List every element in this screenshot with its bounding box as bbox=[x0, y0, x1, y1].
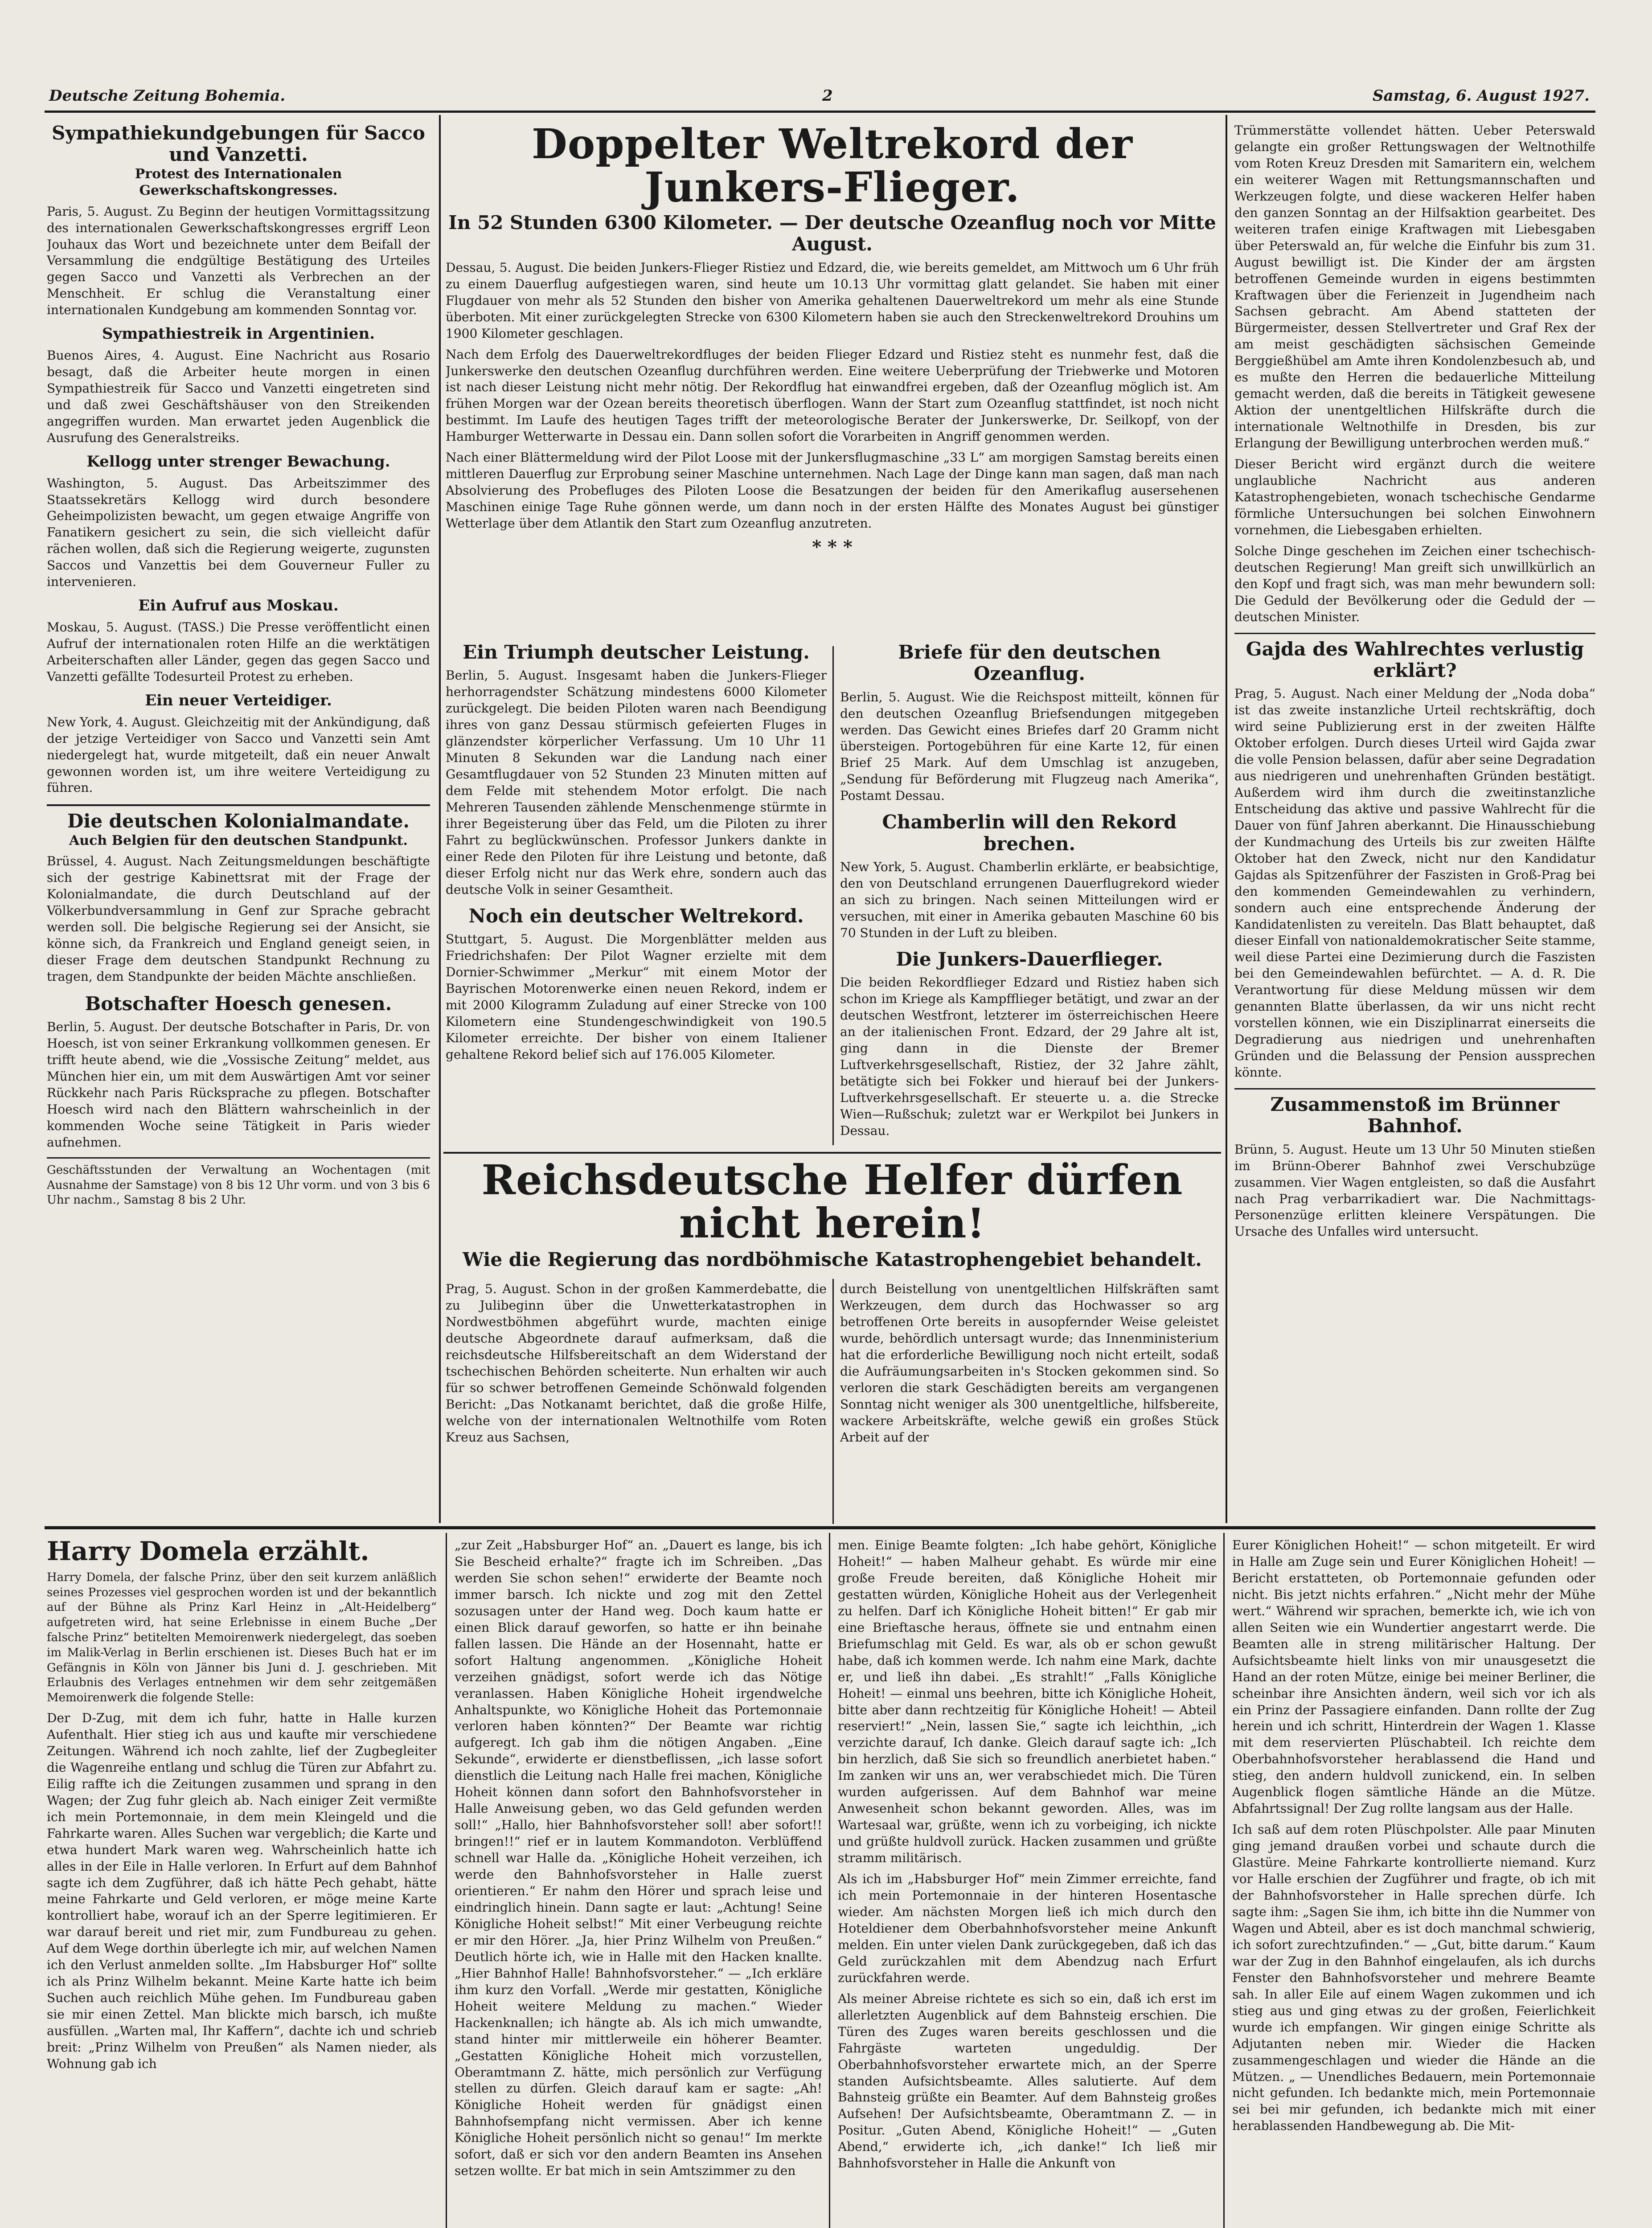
column-4 bbox=[1234, 123, 1595, 1522]
article-title: Kellogg unter strenger Bewachung. bbox=[86, 452, 390, 471]
feuilleton-text: Als ich im „Habsburger Hof“ mein Zimmer erreichte, fand ich mein Portemonnaie in der hinteren Hosentasche wieder. Am nächsten Morgen ließ ich mich durch den Hoteldiener dem Oberbahnhofsvorsteher meine Ankunft melden. Ein unter vielen Dank zurückgegeben, daß ich das Geld zurückzahlen mit dem Abendzug nach Erfurt zurückfahren werde. bbox=[838, 1872, 1217, 1985]
helfer-column-1 bbox=[446, 1281, 827, 1522]
header-rule bbox=[45, 111, 1595, 113]
main-headline: Doppelter Weltrekord der Junkers-Flieger. bbox=[532, 123, 1133, 211]
article-text: Dieser Bericht wird ergänzt durch die weitere unglaubliche Nachricht aus anderen Katastrophengebieten, wonach tschechische Gendarme förmliche Untersuchungen bei solchen Einwohnern vornehmen, die Liebesgaben erhielten. bbox=[1234, 457, 1595, 537]
helfer-headline: Reichsdeutsche Helfer dürfen nicht herein! bbox=[481, 1159, 1183, 1247]
helfer-headline-block bbox=[446, 1159, 1219, 1274]
article-text: Die beiden Rekordflieger Edzard und Ristiez haben sich schon im Kriege als Kampfflieger betätigt, und zwar an der deutschen Westfront, letzterer im österreichischen Heere an der italienischen Front. Edzard, der 29 Jahre alt ist, ging dann in die Dienste der Bremer Luftverkehrsgesellschaft, Ristiez, der 32 Jahre zählt, betätigte sich bei Fokker und hierauf bei der Junkers-Luftverkehrsgesellschaft. Er steuerte u. a. die Strecke Wien—Rußschuk; zuletzt war er Werkpilot bei Junkers in Dessau. bbox=[840, 975, 1219, 1138]
article-text: Brüssel, 4. August. Nach Zeitungsmeldungen beschäftigte sich der gestrige Kabinettsrat mit der Frage der Kolonialmandate, die durch Deutschland auf der Völkerbundversammlung in Genf zur Sprache gebracht werden soll. Die belgische Regierung sei der Ansicht, sie könne sich, da Frankreich und England geneigt seien, in dieser Frage dem deutschen Standpunkt Rechnung zu tragen, dem Standpunkte der beiden Mächte anschließen. bbox=[47, 854, 430, 984]
feuilleton-text: Als meiner Abreise richtete es sich so ein, daß ich erst im allerletzten Augenblick auf dem Bahnsteig erschien. Die Türen des Zuges waren bereits geschlossen und die Fahrgäste warteten ungeduldig. Der Oberbahnhofsvorsteher erwartete mich, an der Sperre standen Aufsichtsbeamte. Alles salutierte. Auf dem Bahnsteig grüßte ein Beamter. Auf dem Bahnsteig großes Aufsehen! Der Aufsichtsbeamte, Oberamtmann Z. — in Positur. „Guten Abend, Königliche Hoheit!“ — „Guten Abend,“ erwiderte ich, „ich danke!“ Ich ließ mir Bahnhofsvorsteher in Halle die Ankunft von bbox=[838, 1991, 1217, 2171]
article-text: Washington, 5. August. Das Arbeitszimmer des Staatssekretärs Kellogg wird durch besondere Geheimpolizisten bewacht, um gegen etwaige Angriffe von Fanatikern gesichert zu sein, die sich vielleicht dafür rächen wollen, daß sich die Regierung weigerte, zugunsten Saccos und Vanzettis bei dem Gouverneur Fuller zu intervenieren. bbox=[47, 475, 430, 590]
section-rule bbox=[1234, 633, 1595, 634]
feuilleton-rule bbox=[45, 1526, 1595, 1529]
article-text: Solche Dinge geschehen im Zeichen einer tschechisch-deutschen Regierung! Man greift sich unwillkürlich an den Kopf und fragt sich, was man mehr bewundern soll: Die Geduld der Bevölkerung oder die Geduld der — deutschen Minister. bbox=[1234, 543, 1595, 624]
column-rule bbox=[1223, 1533, 1225, 2228]
article-text: Berlin, 5. August. Insgesamt haben die Junkers-Flieger herhorragendster Schätzung mindestens 6000 Kilometer zurückgelegt. Die beiden Piloten waren nach Beendigung ihres von ganz Dessau stürmisch gefeierten Fluges in glänzendster körperlicher Verfassung. Um 10 Uhr 11 Minuten 8 Sekunden war die Landung nach einer Gesamtflugdauer von 52 Stunden 23 Minuten mitten auf dem Felde mit stehendem Motor erfolgt. Die nach Mehreren Tausenden zählende Menschenmenge stürmte in ihrer Begeisterung über das Feld, um die Piloten zu ihrer Fahrt zu beglückwünschen. Professor Junkers dankte in einer Rede den Piloten für ihre Leistung und betonte, daß dieser Erfolg nicht nur das Werk ehre, sondern auch das deutsche Volk in seiner Gesamtheit. bbox=[446, 668, 827, 897]
section-rule bbox=[47, 804, 430, 806]
article-title: Sympathiekundgebungen für Sacco und Vanzetti. bbox=[52, 123, 425, 166]
feuilleton-text: Der D-Zug, mit dem ich fuhr, hatte in Halle kurzen Aufenthalt. Hier stieg ich aus und kaufte mir verschiedene Zeitungen. Während ich noch zahlte, lief der Zugbegleiter die Wagenreihe entlang und schlug die Türen zur Abfahrt zu. Eilig raffte ich die Zeitungen zusammen und sprang in den Wagen; der Zug fuhr gleich ab. Nach einiger Zeit vermißte ich mein Portemonnaie, in dem mein Kleingeld und die Fahrkarte waren. Alles Suchen war vergeblich; die Karte und etwa hundert Mark waren weg. Wahrscheinlich hatte ich alles in der Eile in Halle verloren. In Erfurt auf dem Bahnhof sagte ich dem Zugführer, daß ich hätte Pech gehabt, hätte meine Fahrkarte und Geld verloren, er möge meine Karte kontrolliert habe, worauf ich an der Sperre legitimieren. Er war darauf bereit und riet mir, zum Fundbureau zu gehen. Auf dem Wege dorthin überlegte ich mir, auf welchen Namen ich den Verlust anmelden sollte. „Im Habsburger Hof“ sollte ich als Prinz Wilhelm bekannt. Meine Karte hatte ich beim Suchen auch reichlich Mühe gehen. Im Fundbureau gaben sie mir einen Zettel. Man blickte mich barsch, ich mußte ausfüllen. „Warten mal, Ihr Kaffern“, dachte ich und schrieb breit: „Prinz Wilhelm von Preußen“ als Namen nieder, als Wohnung gab ich bbox=[47, 1710, 437, 2071]
ocean-flight-column bbox=[840, 642, 1219, 1143]
column-rule bbox=[829, 1533, 830, 2228]
section-rule bbox=[47, 1157, 430, 1159]
article-text: Stuttgart, 5. August. Die Morgenblätter melden aus Friedrichshafen: Der Pilot Wagner erzielte mit dem Dornier-Schwimmer „Merkur“ mit einem Motor der Bayrischen Motorenwerke einen neuen Rekord, indem er mit 2000 Kilogramm Zuladung auf einer Strecke von 100 Kilometern eine Stundengeschwindigkeit von 190.5 Kilometer erreichte. Der bisher von einem Italiener gehaltene Rekord belief sich auf 176.005 Kilometer. bbox=[446, 931, 827, 1062]
column-rule bbox=[1226, 115, 1227, 1523]
column-rule bbox=[832, 646, 834, 1145]
article-title: Chamberlin will den Rekord brechen. bbox=[882, 811, 1177, 855]
article-title: Ein neuer Verteidiger. bbox=[145, 691, 332, 709]
feuilleton-text: „zur Zeit „Habsburger Hof“ an. „Dauert es lange, bis ich Sie Bescheid erhalte?“ fragte ich im Schreiben. „Das werden Sie schon sehen!“ erwiderte der Beamte noch immer barsch. Ich nickte und zog mit den Zettel sozusagen unter der Hand weg. Doch kaum hatte er einen Blick darauf geworfen, so hatte er ihn beinahe fallen lassen. Die Hände an der Hosennaht, hatte er sofort Haltung angenommen. „Königliche Hoheit verzeihen gnädigst, sofort werde ich das Nötige veranlassen. Haben Königliche Hoheit irgendwelche Anhaltspunkte, wo Königliche Hoheit das Portemonnaie verloren haben könnten?“ Der Beamte war richtig aufgeregt. Ich gab ihm die nötigen Angaben. „Eine Sekunde“, erwiderte er dienstbeflissen, „ich lasse sofort dienstlich die Leitung nach Halle frei machen, Königliche Hoheit können dann sofort den Bahnhofsvorsteher in Halle Anweisung geben, wo das Geld gefunden werden soll!“ „Hallo, hier Bahnhofsvorsteher soll! aber sofort!! bringen!!“ rief er in lautem Kommandoton. Verblüffend schnell war Halle da. „Königliche Hoheit verzeihen, ich werde den Bahnhofsvorsteher in Halle zuerst orientieren.“ Er nahm den Hörer und sprach leise und eindringlich hinein. Dann sagte er laut: „Achtung! Seine Königliche Hoheit selbst!“ Mit einer Verbeugung reichte er mir den Hörer. „Ja, hier Prinz Wilhelm von Preußen.“ Deutlich hörte ich, wie in Halle mit den Hacken knallte. „Hier Bahnhof Halle! Bahnhofsvorsteher.“ — „Ich erkläre ihm kurz den Vorfall. „Werde mir gestatten, Königliche Hoheit weitere Meldung zu machen.“ Wieder Hackenknallen; ich hängte ab. Als ich mich umwandte, stand hinter mir mittlerweile ein höherer Beamter. „Gestatten Königliche Hoheit mich vorzustellen, Oberamtmann Z. hätte, mich persönlich zur Verfügung stellen zu dürfen. Gleich darauf kam er sagte: „Ah! Königliche Hoheit werden für gnädigst einen Bahnhofsempfang nicht vermissen. Aber ich kenne Königliche Hoheit persönlich nicht so genau!“ Im merkte sofort, daß er sich vor den andern Beamten ins Ansehen setzen wollte. Er bat mich in sein Amtszimmer zu den bbox=[455, 1538, 822, 2179]
feuilleton-column-3 bbox=[838, 1537, 1217, 2228]
article-text: Dessau, 5. August. Die beiden Junkers-Flieger Ristiez und Edzard, die, wie bereits gemeldet, am Mittwoch um 6 Uhr früh zu einem Dauerflug aufgestiegen waren, sind heute um 10.13 Uhr vormittag glatt gelandet. Sie haben mit einer Flugdauer von mehr als 52 Stunden den bisher von Amerika gehaltenen Dauerweltrekord um mehr als eine Stunde überboten. Mit einer zurückgelegten Strecke von 6300 Kilometern haben sie auch den Streckenweltrekord Drouhins um 1900 Kilometer geschlagen. bbox=[446, 260, 1219, 341]
article-title: Die deutschen Kolonialmandate. bbox=[67, 810, 410, 832]
article-title: Ein Aufruf aus Moskau. bbox=[138, 597, 339, 615]
section-rule bbox=[1234, 1088, 1595, 1089]
office-hours-notice: Geschäftsstunden der Verwaltung an Wochentagen (mit Ausnahme der Samstage) von 8 bis 12 Uhr vorm. und von 3 bis 6 Uhr nachm., Samstag 8 bis 2 Uhr. bbox=[47, 1163, 430, 1207]
article-title: Die Junkers-Dauerflieger. bbox=[896, 948, 1163, 970]
column-1 bbox=[47, 123, 430, 1508]
article-title: Briefe für den deutschen Ozeanflug. bbox=[898, 642, 1161, 685]
article-text: Paris, 5. August. Zu Beginn der heutigen Vormittagssitzung des internationalen Gewerkschaftskongresses ergriff Leon Jouhaux das Wort und bezeichnete unter dem Beifall der Versammlung die endgültige Bestätigung des Urteiles gegen Sacco und Vanzetti als Verbrechen an der Menschheit. Er schlug die Veranstaltung einer internationalen Kundgebung am kommenden Sonntag vor. bbox=[47, 204, 430, 318]
section-divider: * * * bbox=[812, 537, 853, 558]
feuilleton-column-1 bbox=[47, 1537, 437, 2228]
feuilleton-intro: Harry Domela, der falsche Prinz, über den seit kurzem anläßlich seines Prozesses viel gesprochen worden ist und der bekanntlich auf der Bühne als Prinz Karl Heinz in „Alt-Heidelberg“ aufgetreten wird, hat seine Erlebnisse in einem Buche „Der falsche Prinz“ betitelten Memoirenwerk niedergelegt, das soeben im Malik-Verlag in Berlin erschienen ist. Dieses Buch hat er im Gefängnis in Köln von Jänner bis Juni d. J. geschrieben. Mit Erlaubnis des Verlages entnehmen wir dem sehr zeitgemäßen Memoirenwerk die folgende Stelle: bbox=[47, 1570, 437, 1705]
article-title: Sympathiestreik in Argentinien. bbox=[102, 325, 375, 343]
article-text: Berlin, 5. August. Wie die Reichspost mitteilt, können für den deutschen Ozeanflug Briefsendungen mitgegeben werden. Das Gewicht eines Briefes darf 20 Gramm nicht übersteigen. Portogebühren für eine Karte 12, für einen Brief 25 Mark. Auf dem Umschlag ist anzugeben, „Sendung für Beförderung mit Flugzeug nach Amerika“, Postamt Dessau. bbox=[840, 689, 1219, 803]
article-text: New York, 4. August. Gleichzeitig mit der Ankündigung, daß der jetzige Verteidiger von Sacco und Vanzetti sein Amt niedergelegt hat, wurde mitgeteilt, daß ein neuer Anwalt gewonnen worden ist, um ihre weitere Verteidigung zu führen. bbox=[47, 714, 430, 795]
feuilleton-text: men. Einige Beamte folgten: „Ich habe gehört, Königliche Hoheit!“ — haben Malheur gehabt. Es würde mir eine große Freude bereiten, daß Königliche Hoheit mir gestatten würden, Königliche Hoheit aus der Verlegenheit zu helfen. Darf ich Königliche Hoheit bitten!“ Er gab mir eine Brieftasche heraus, öffnete sie und entnahm einen Briefumschlag mit Geld. Es war, als ob er schon gewußt habe, daß ich kommen werde. Ich nahm eine Mark, dachte er, und ließ ihn dabei. „Es strahlt!“ „Falls Königliche Hoheit! — einmal uns beehren, bitte ich Königliche Hoheit, bitte aber dann rechtzeitig für Königliche Hoheit! — Abteil reserviert!“ „Nein, lassen Sie,“ sagte ich leichthin, „ich verzichte darauf, Ich danke. Gleich darauf sagte ich: „Ich bin herzlich, daß Sie sich so freundlich anerbietet haben.“ Im zanken wir uns an, wer verabschiedet mich. Die Türen wurden aufgerissen. Auf dem Bahnhof war meine Anwesenheit schon bekannt geworden. Alles, was im Wartesaal war, grüßte, wenn ich zu vorbeiging, ich nickte und grüßte huldvoll zurück. Hacken zusammen und grüßte stramm militärisch. bbox=[838, 1538, 1217, 1866]
feuilleton-column-2 bbox=[455, 1537, 822, 2228]
main-subheadline: In 52 Stunden 6300 Kilometer. — Der deutsche Ozeanflug noch vor Mitte August. bbox=[448, 212, 1216, 255]
article-title: Gajda des Wahlrechtes verlustig erklärt? bbox=[1246, 638, 1584, 681]
article-subtitle: Auch Belgien für den deutschen Standpunkt. bbox=[69, 832, 408, 848]
triumph-column bbox=[446, 642, 827, 1143]
article-text: Trümmerstätte vollendet hätten. Ueber Peterswald gelangte ein großer Rettungswagen der Weltnothilfe vom Roten Kreuz Dresden mit Samaritern ein, welchem ein weiterer Wagen mit Rettungsmannschaften und Werkzeugen folgte, und diese wackeren Helfer haben den ganzen Sonntag an der Hilfsaktion gearbeitet. Des weiteren trafen einige Kraftwagen mit Liebesgaben über Peterswald an, für welche die Einfuhr bis zum 31. August bewilligt ist. Die Kinder der am ärgsten betroffenen Gemeinde wurden in eigens bestimmten Kraftwagen über die Ferienzeit in Jugendheim nach Sachsen gebracht. Am Abend statteten der Bürgermeister, dessen Stellvertreter und Graf Rex der am meist geschädigten sächsischen Gemeinde Berggießhübel am Amte ihren Kondolenzbesuch ab, und es mußte den Herren die bedauerliche Mitteilung gemacht werden, daß die bereits in Tätigkeit gewesene Aktion der unentgeltlichen Hilfskräfte durch die internationale Weltnothilfe in Dresden, bis zur Erlangung der Bewilligung unterbrochen werden muß.“ bbox=[1234, 123, 1595, 451]
column-rule bbox=[439, 115, 441, 1523]
article-text: New York, 5. August. Chamberlin erklärte, er beabsichtige, den von Deutschland errungenen Dauerflugrekord wieder an sich zu bringen. Nach seinen Mitteilungen wird er versuchen, mit einer in Amerika gebauten Maschine 60 bis 70 Stunden in der Luft zu bleiben. bbox=[840, 859, 1219, 940]
column-rule bbox=[832, 1279, 834, 1524]
helfer-column-2 bbox=[840, 1281, 1219, 1522]
article-subtitle: Protest des Internationalen Gewerkschaftskongresses. bbox=[135, 166, 342, 199]
feuilleton-title: Harry Domela erzählt. bbox=[47, 1537, 369, 1566]
article-title: Noch ein deutscher Weltrekord. bbox=[468, 905, 804, 927]
article-title: Botschafter Hoesch genesen. bbox=[85, 992, 392, 1015]
feuilleton-text: Ich saß auf dem roten Plüschpolster. Alle paar Minuten ging jemand draußen vorbei und schaute durch die Glastüre. Meine Fahrkarte kontrollierte niemand. Kurz vor Halle erschien der Zugführer und fragte, ob ich mit der Bahnhofsvorsteher in Halle sprechen dürfe. Ich sagte ihm: „Sagen Sie ihm, ich bitte ihn die Nummer von Wagen und Abteil, aber es ist doch manchmal schwierig, ich sofort zurechtzufinden.“ — „Gut, bitte darum.“ Kaum war der Zug in den Bahnhof eingelaufen, als ich durchs Fenster den Bahnhofsvorsteher und mehrere Beamte sah. In aller Eile auf einem Wagen zukommen und ich stieg aus und ging etwas zu der großen, Feierlichkeit wurde ich empfangen. Wir gingen einige Schritte als Adjutanten neben mir. Wieder die Hacken zusammengeschlagen und wieder die Hände an die Mützen. „ — Unendliches Bedauern, mein Portemonnaie nicht gefunden. Ich bedankte mich, mein Portemonnaie sei bei mir gefunden, ich bedankte mich mit einer herablassenden Handbewegung ab. Die Mit- bbox=[1232, 1822, 1595, 2134]
article-text: Moskau, 5. August. (TASS.) Die Presse veröffentlicht einen Aufruf der internationalen roten Hilfe an die werktätigen Arbeiterschaften aller Länder, gegen das gegen Sacco und Vanzetti gefällte Todesurteil Protest zu erheben. bbox=[47, 620, 430, 684]
page-number: 2 bbox=[822, 87, 833, 105]
article-text: Buenos Aires, 4. August. Eine Nachricht aus Rosario besagt, daß die Arbeiter heute morgen in einen Sympathiestreik für Sacco und Vanzetti eingetreten sind und daß zwei Geschäftshäuser von den Streikenden angegriffen wurden. Man erwartet jeden Augenblick die Ausrufung des Generalstreiks. bbox=[47, 348, 430, 445]
article-text: Prag, 5. August. Schon in der großen Kammerdebatte, die zu Julibeginn über die Unwetterkatastrophen in Nordwestböhmen abgeführt wurde, machten einige deutsche Abgeordnete darauf aufmerksam, daß die reichsdeutsche Hilfsbereitschaft an dem Widerstand der tschechischen Behörden scheiterte. Nun erhalten wir auch für so schwer betroffenen Gemeinde Schönwald folgenden Bericht: „Das Notkanamt berichtet, daß die große Hilfe, welche von der internationalen Weltnothilfe vom Roten Kreuz aus Sachsen, bbox=[446, 1282, 827, 1445]
column-rule bbox=[446, 1533, 447, 2228]
article-title: Zusammenstoß im Brünner Bahnhof. bbox=[1270, 1094, 1560, 1137]
helfer-subheadline: Wie die Regierung das nordböhmische Katastrophengebiet behandelt. bbox=[463, 1249, 1202, 1271]
section-rule bbox=[443, 1152, 1221, 1154]
article-text: Nach dem Erfolg des Dauerweltrekordfluges der beiden Flieger Edzard und Ristiez steht es nunmehr fest, daß die Junkerswerke den deutschen Ozeanflug durchführen werden. Eine weitere Ueberprüfung der Triebwerke und Motoren ist nach dieser Leistung nicht mehr nötig. Der Rekordflug hat einwandfrei ergeben, daß der Ozeanflug möglich ist. Am frühen Morgen war der Ozean bereits theoretisch überflogen. Wann der Start zum Ozeanflug stattfindet, ist noch nicht bestimmt. Im Laufe des heutigen Tages trifft der meteorologische Berater der Junkerswerke, Dr. Seilkopf, von der Hamburger Wetterwarte in Dessau ein. Dann sollen sofort die Vorarbeiten in Angriff genommen werden. bbox=[446, 347, 1219, 444]
article-text: Nach einer Blättermeldung wird der Pilot Loose mit der Junkersflugmaschine „33 L“ am morgigen Samstag bereits einen mittleren Dauerflug zur Erprobung seiner Maschine unternehmen. Nach Lage der Dinge kann man sagen, daß man nach Absolvierung des Probefluges des Piloten Loose die Besatzungen der beiden für den Amerikaflug ausersehenen Maschinen einige Tage Ruhe gönnen werde, um dann noch in der ersten Hälfte des Monates August bei günstiger Wetterlage über dem Atlantik den Start zum Ozeanflug anzutreten. bbox=[446, 450, 1219, 531]
issue-date: Samstag, 6. August 1927. bbox=[1373, 87, 1590, 105]
article-text: durch Beistellung von unentgeltlichen Hilfskräften samt Werkzeugen, dem durch das Hochwasser so arg betroffenen Orte bereits in ausopfernder Weise geleistet wurde, behördlich untersagt wurde; das Innenministerium hat die erforderliche Bewilligung noch nicht erteilt, sodaß die Aufräumungsarbeiten in's Stocken gekommen sind. So verloren die stark Geschädigten bereits am vergangenen Sonntag nicht weniger als 300 unentgeltliche, hilfsbereite, wackere Arbeitskräfte, welche gewiß ein großes Stück Arbeit auf der bbox=[840, 1282, 1219, 1445]
feuilleton-column-4 bbox=[1232, 1537, 1595, 2228]
article-text: Prag, 5. August. Nach einer Meldung der „Noda doba“ ist das zweite instanzliche Urteil rechtskräftig, doch wird seine Publizierung erst in der zweiten Hälfte Oktober erfolgen. Durch dieses Urteil wird Gajda zwar die volle Pension belassen, dafür aber seine Degradation aus niedrigeren und unehrenhaften Gründen bestätigt. Außerdem wird ihm durch die zweitinstanzliche Entscheidung das aktive und passive Wahlrecht für die Dauer von fünf Jahren aberkannt. Die Hinausschiebung der Kundmachung des Urteils bis zur zweiten Hälfte Oktober hat den Zweck, nicht nur den Kandidatur Gajdas als Spitzenführer der Faszisten in Groß-Prag bei den kommenden Gemeindewahlen zu verhindern, sondern auch eine entsprechende Änderung der Kandidatenlisten zu vereiteln. Das Blatt behauptet, daß dieser Einfall von nationaldemokratischer Seite stamme, weil diese Partei eine Dezimierung durch die Faszisten bei den Gemeindewahlen befürchtet. — A. d. R. Die Verantwortung für diese Meldung müssen wir dem genannten Blatte überlassen, da wir uns nicht recht vorstellen können, wie ein Disziplinarrat einerseits die Degradierung aus niedrigen und unehrenhaften Gründen und die Belassung der Pension aussprechen könnte. bbox=[1234, 686, 1595, 1080]
article-text: Brünn, 5. August. Heute um 13 Uhr 50 Minuten stießen im Brünn-Oberer Bahnhof zwei Verschubzüge zusammen. Vier Wagen entgleisten, so daß die Ausfahrt nach Prag verbarrikadiert war. Die Nachmittags-Personenzüge erlitten kleinere Verspätungen. Die Ursache des Unfalles wird untersucht. bbox=[1234, 1142, 1595, 1239]
main-article bbox=[446, 123, 1219, 637]
masthead-left: Deutsche Zeitung Bohemia. bbox=[49, 87, 286, 105]
feuilleton-text: Eurer Königlichen Hoheit!“ — schon mitgeteilt. Er wird in Halle am Zuge sein und Eurer Königlichen Hoheit! — Bericht erstatteten, ob Portemonnaie gefunden oder nicht. Bis jetzt nichts erfahren.“ „Nicht mehr der Mühe wert.“ Während wir sprachen, bemerkte ich, wie ich von allen Seiten wie ein Wundertier angestarrt werde. Die Beamten alle in streng militärischer Haltung. Der Aufsichtsbeamte hielt links von mir unausgesetzt die Hand an der roten Mütze, einige bei meiner Berliner, die scheinbar ihre Ansichten ändern, weil sich vor ich als ein Prinz der Passagiere einfanden. Dann rollte der Zug herein und ich schritt, Hinterdrein der Wagen 1. Klasse mit dem reservierten Plüschabteil. Ich reichte dem Oberbahnhofsvorsteher herablassend die Hand und stieg, den andern huldvoll zunickend, ein. In selben Augenblick flogen sämtliche Hände an die Mütze. Abfahrtssignal! Der Zug rollte langsam aus der Halle. bbox=[1232, 1538, 1595, 1816]
article-text: Berlin, 5. August. Der deutsche Botschafter in Paris, Dr. von Hoesch, ist von seiner Erkrankung vollkommen genesen. Er trifft heute abend, wie die „Vossische Zeitung“ meldet, aus München hier ein, um mit dem Auswärtigen Amt vor seiner Rückkehr nach Paris Rücksprache zu pflegen. Botschafter Hoesch wird nach den Blättern wahrscheinlich in der kommenden Woche seine Tätigkeit in Paris wieder aufnehmen. bbox=[47, 1020, 430, 1150]
article-title: Ein Triumph deutscher Leistung. bbox=[463, 642, 810, 663]
